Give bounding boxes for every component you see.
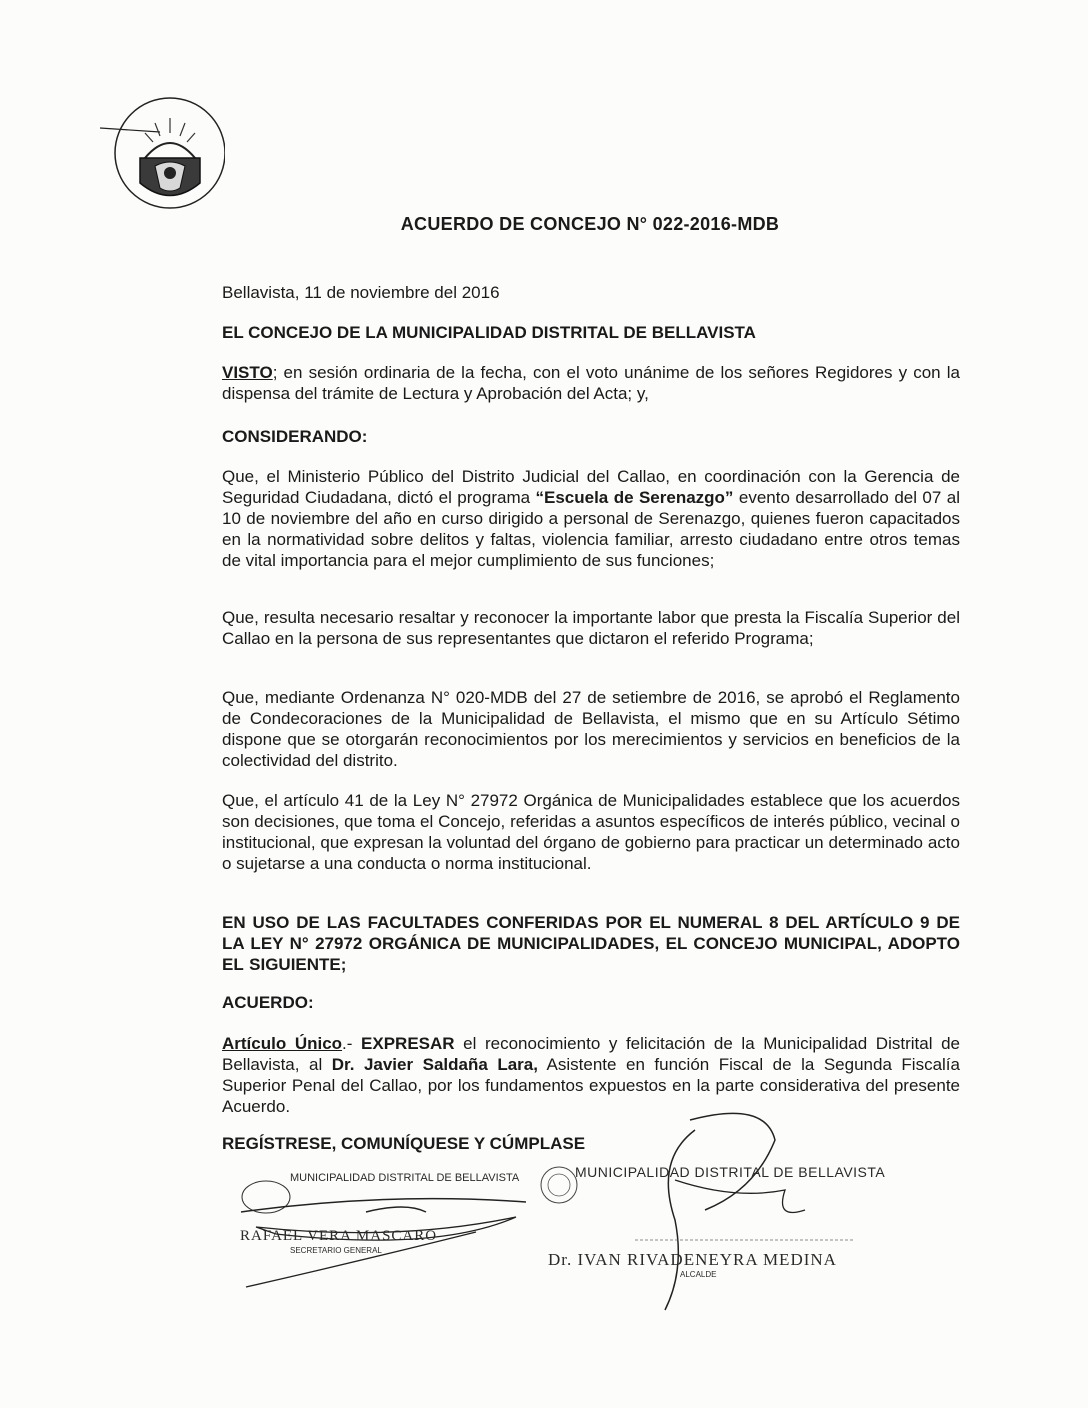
article-text-b: Asistente en función Fiscal de la Segunda Fiscalía Superior Penal del Callao, por los fundamentos expuestos en la parte considerativa del presente Acuerdo. [222,1055,960,1116]
considerando-paragraph-4: Que, el artículo 41 de la Ley N° 27972 Orgánica de Municipalidades establece que los acuerdos son decisiones, que toma el Concejo, referidas a asuntos específicos de interés público, vecinal o institucional, que expresan la voluntad del órgano de gobierno para practicar un determinado acto o sujetarse a una conducta o norma institucional. [222,791,960,873]
document-title: ACUERDO DE CONCEJO N° 022-2016-MDB [400,214,780,234]
date-line: Bellavista, 11 de noviembre del 2016 [222,283,500,302]
closing-formula: REGÍSTRESE, COMUNÍQUESE Y CÚMPLASE [222,1134,586,1153]
visto-text: ; en sesión ordinaria de la fecha, con el voto unánime de los señores Regidores y con la dispensa del trámite de Lectura y Aprobación del Acta; y, [222,363,960,403]
article-text-a: el reconocimiento y felicitación de la Municipalidad Distrital de Bellavista, al [222,1034,960,1074]
council-heading: EL CONCEJO DE LA MUNICIPALIDAD DISTRITAL DE BELLAVISTA [222,323,756,342]
considerando-paragraph-1 [222,466,960,571]
right-stamp-text: MUNICIPALIDAD DISTRITAL DE BELLAVISTA [575,1164,886,1180]
right-signer-name: Dr. IVAN RIVADENEYRA MEDINA [548,1250,837,1269]
municipal-seal-logo [100,88,225,213]
left-signer-name: RAFAEL VERA MASCARO [240,1228,438,1244]
article-verb: EXPRESAR [361,1034,455,1053]
article-dash: .- [342,1034,362,1053]
considerando-heading: CONSIDERANDO: [222,427,368,446]
right-signature-scribble [535,1100,895,1320]
program-name: “Escuela de Serenazgo” [535,488,734,507]
para1-text-a: Que, el Ministerio Público del Distrito Judicial del Callao, en coordinación con la Gerencia de Seguridad Ciudadana, dictó el programa [222,467,960,507]
left-stamp-text: MUNICIPALIDAD DISTRITAL DE BELLAVISTA [290,1172,520,1184]
visto-label: VISTO [222,363,273,382]
acuerdo-heading: ACUERDO: [222,993,314,1012]
considerando-paragraph-2: Que, resulta necesario resaltar y reconocer la importante labor que presta la Fiscalía Superior del Callao en la persona de sus representantes que dictaron el referido Programa; [222,608,960,648]
right-signer-role: ALCALDE [680,1270,717,1279]
article-label: Artículo Único [222,1034,343,1053]
visto-paragraph [222,362,960,404]
facultades-paragraph: EN USO DE LAS FACULTADES CONFERIDAS POR EL NUMERAL 8 DEL ARTÍCULO 9 DE LA LEY N° 27972 ORGÁNICA DE MUNICIPALIDADES, EL CONCEJO MUNICIPAL, ADOPTO EL SIGUIENTE; [222,913,960,974]
considerando-paragraph-3: Que, mediante Ordenanza N° 020-MDB del 27 de setiembre de 2016, se aprobó el Reglamento de Condecoraciones de la Municipalidad de Bellavista, el mismo que en su Artículo Sétimo dispone que se otorgarán reconocimientos por los merecimientos y servicios en beneficios de la colectividad del distrito. [222,688,960,770]
left-signer-role: SECRETARIO GENERAL [290,1246,382,1255]
honoree-name: Dr. Javier Saldaña Lara, [331,1055,538,1074]
para1-text-b: evento desarrollado del 07 al 10 de noviembre del año en curso dirigido a personal de Serenazgo, quienes fueron capacitados en la normatividad sobre delitos y faltas, violencia familiar, arresto ciudadano entre otros temas de vital importancia para el mejor cumplimiento de sus funciones; [222,488,960,570]
